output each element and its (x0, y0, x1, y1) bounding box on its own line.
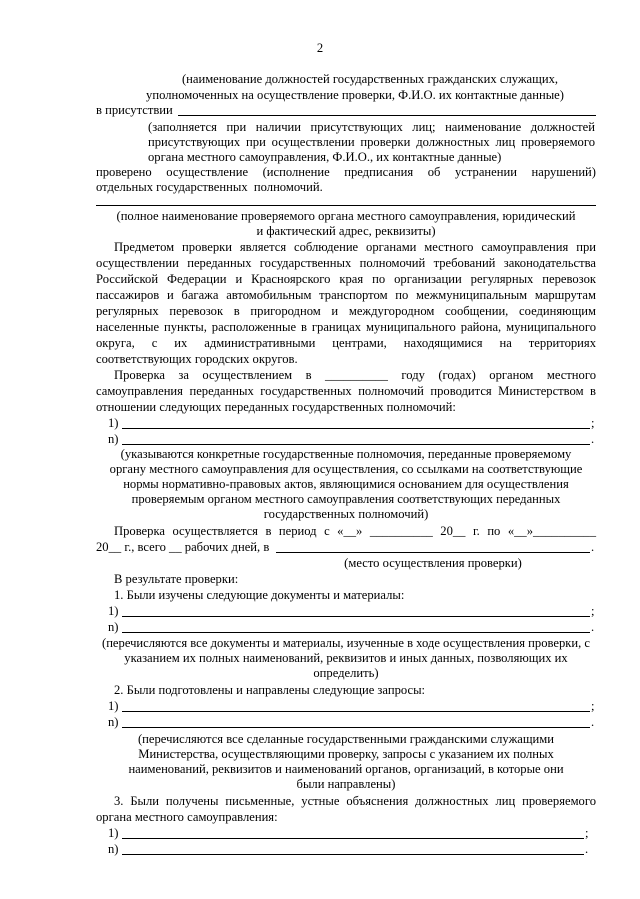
powers-caption-line3: нормы нормативно-правовых актов, являющимися основанием для осуществления (123, 477, 569, 491)
presence-label: в присутствии (96, 103, 173, 117)
documents-item1-end: ; (591, 604, 595, 618)
requests-item1-marker: 1) (108, 699, 119, 713)
explanations-item1-line (122, 838, 584, 839)
explanations-item1-end: ; (585, 826, 589, 840)
explanations-line1: 3. Были получены письменные, устные объяснения должностных лиц проверяемого (114, 794, 596, 808)
scope-line2: самоуправления переданных государственных полномочий проводится Министерством в (96, 384, 596, 398)
subject-line8: соответствующих городских округов. (96, 352, 298, 366)
subject-line6: населенные пункты, расположенные в границах муниципального района, муниципального (96, 320, 596, 334)
subject-line3: Российской Федерации и Красноярского края по организации регулярных перевозок (96, 272, 596, 286)
presence-caption-line1: (заполняется при наличии присутствующих лиц; наименование должностей (148, 120, 595, 134)
powers-caption-line1: (указываются конкретные государственные полномочия, переданные проверяемому (120, 447, 572, 461)
checked-line2: отдельных государственных полномочий. (96, 180, 323, 194)
checked-line1: проверено осуществление (исполнение предписания об устранении нарушений) (96, 165, 596, 179)
requests-item1-line (122, 711, 590, 712)
officials-caption-line1: (наименование должностей государственных гражданских служащих, (181, 72, 559, 86)
powers-caption-line2: органу местного самоуправления для осуществления, со ссылками на соответствующие (109, 462, 583, 476)
subject-line4: пассажиров и багажа автомобильным транспортом по межмуниципальным маршрутам (96, 288, 596, 302)
page-number: 2 (316, 41, 324, 55)
subject-line5: регулярных перевозок в пригородном и междугородном сообщении, соединяющим (96, 304, 596, 318)
explanations-item1-marker: 1) (108, 826, 119, 840)
organ-name-line (96, 205, 596, 206)
place-line (276, 552, 590, 553)
presence-caption-line2: присутствующих при осуществлении проверки должностных лиц проверяемого (148, 135, 595, 149)
powers-itemn-marker: n) (108, 432, 119, 446)
documents-caption-line1: (перечисляются все документы и материалы, изученные в ходе осуществления проверки, с (102, 636, 590, 650)
requests-caption-line3: наименований, реквизитов и наименований органов, организаций, в которые они (128, 762, 564, 776)
period-line1: Проверка осуществляется в период с «__» __________ 20__ г. по «__»__________ (114, 524, 596, 538)
explanations-line2: органа местного самоуправления: (96, 810, 278, 824)
subject-line7: округа, с их административными центрами, находящимися на территориях (96, 336, 596, 350)
documents-item1-marker: 1) (108, 604, 119, 618)
requests-item1-end: ; (591, 699, 595, 713)
documents-item1-line (122, 616, 590, 617)
period-line2: 20__ г., всего __ рабочих дней, в (96, 540, 270, 554)
explanations-itemn-marker: n) (108, 842, 119, 856)
scope-line1: Проверка за осуществлением в __________ году (годах) органом местного (114, 368, 596, 382)
officials-caption-line2: уполномоченных на осуществление проверки, Ф.И.О. их контактные данные) (146, 88, 564, 102)
requests-caption-line1: (перечисляются все сделанные государственными гражданскими служащими (137, 732, 555, 746)
subject-line2: осуществлении переданных государственных полномочий требований законодательства (96, 256, 596, 270)
presence-caption-line3: органа местного самоуправления, Ф.И.О., их контактные данные) (148, 150, 502, 164)
documents-itemn-line (122, 632, 590, 633)
scope-line3: отношении следующих переданных государственных полномочий: (96, 400, 456, 414)
requests-heading: 2. Были подготовлены и направлены следующие запросы: (114, 683, 426, 697)
documents-itemn-marker: n) (108, 620, 119, 634)
documents-caption-line2: указанием их полных наименований, реквизитов и иных данных, позволяющих их (124, 651, 568, 665)
requests-caption-line2: Министерства, осуществляющими проверку, запросы с указанием их полных (138, 747, 554, 761)
requests-caption-line4: были направлены) (296, 777, 396, 791)
documents-itemn-end: . (591, 620, 595, 634)
powers-item1-end: ; (591, 416, 595, 430)
powers-caption-line4: проверяемым органом местного самоуправления соответствующих переданных (131, 492, 561, 506)
powers-itemn-end: . (591, 432, 595, 446)
presence-line (178, 115, 596, 116)
organ-caption-line2: и фактический адрес, реквизиты) (256, 224, 436, 238)
powers-itemn-line (122, 444, 590, 445)
place-caption: (место осуществления проверки) (344, 556, 522, 570)
powers-caption-line5: государственных полномочий) (263, 507, 429, 521)
subject-line1: Предметом проверки является соблюдение органами местного самоуправления при (114, 240, 596, 254)
explanations-itemn-line (122, 854, 584, 855)
documents-caption-line3: определить) (313, 666, 379, 680)
powers-item1-marker: 1) (108, 416, 119, 430)
requests-itemn-end: . (591, 715, 595, 729)
period-line2-end: . (591, 540, 595, 554)
documents-heading: 1. Были изучены следующие документы и материалы: (114, 588, 405, 602)
requests-itemn-line (122, 727, 590, 728)
organ-caption-line1: (полное наименование проверяемого органа местного самоуправления, юридический (116, 209, 576, 223)
requests-itemn-marker: n) (108, 715, 119, 729)
explanations-itemn-end: . (585, 842, 589, 856)
powers-item1-line (122, 428, 590, 429)
results-heading: В результате проверки: (114, 572, 239, 586)
